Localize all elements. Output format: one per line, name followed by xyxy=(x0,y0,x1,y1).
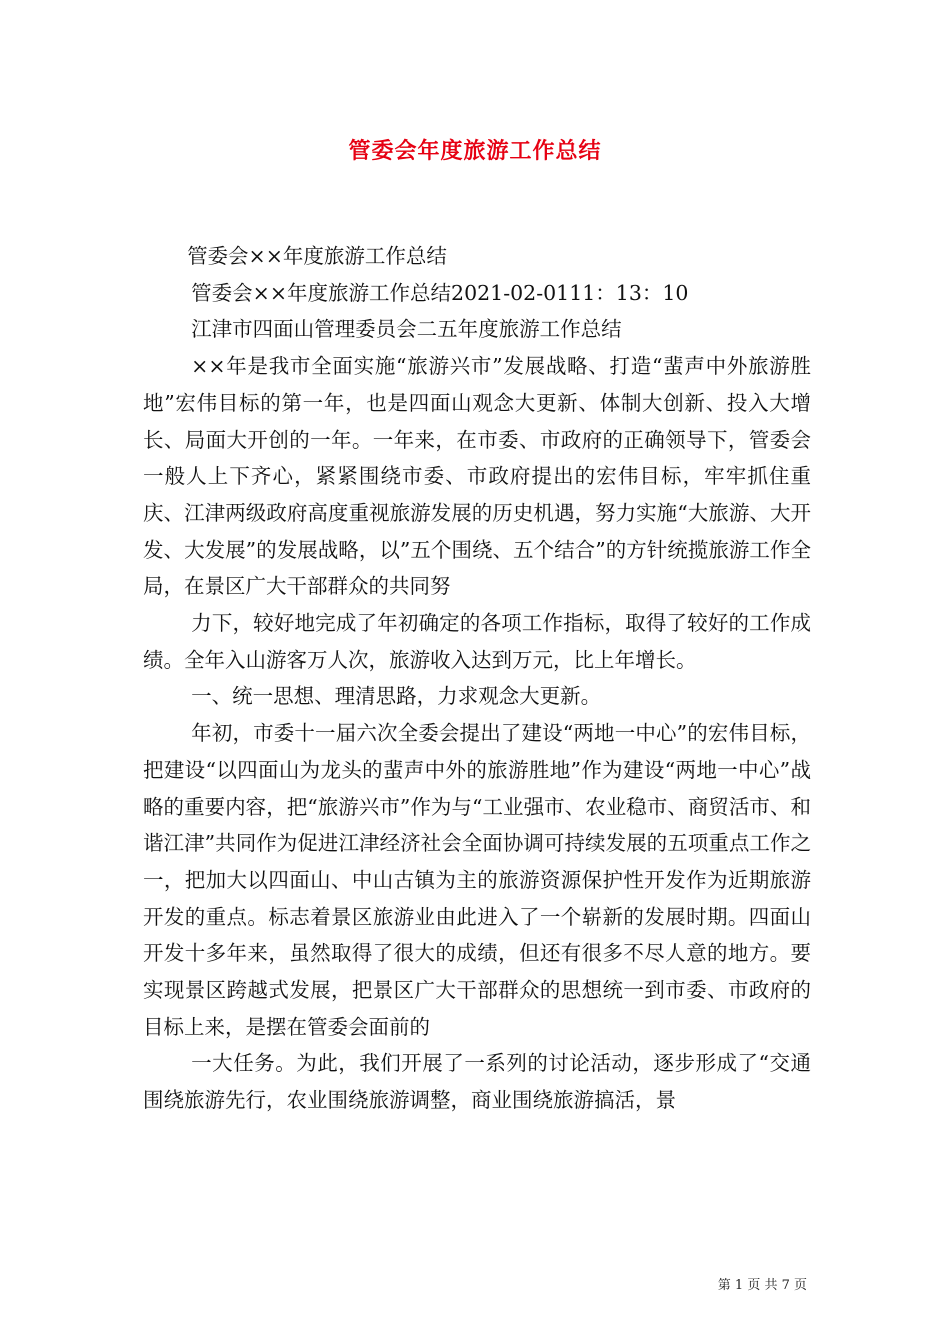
paragraph-body: 一大任务。为此，我们开展了一系列的讨论活动，逐步形成了“交通围绕旅游先行，农业围绕旅游调整，商业围绕旅游搞活，景 xyxy=(143,1051,811,1113)
paragraph-heading-timestamp: 管委会××年度旅游工作总结2021-02-0111：13：10 xyxy=(191,280,689,305)
document-body xyxy=(143,238,811,1119)
page-number: 第 1 页 共 7 页 xyxy=(717,1278,807,1293)
paragraph-body: 年初，市委十一届六次全委会提出了建设“两地一中心”的宏伟目标，把建设“以四面山为龙头的蜚声中外的旅游胜地”作为建设“两地一中心”战略的重要内容，把“旅游兴市”作为与“工业强市、农业稳市、商贸活市、和谐江津”共同作为促进江津经济社会全面协调可持续发展的五项重点工作之一，把加大以四面山、中山古镇为主的旅游资源保护性开发作为近期旅游开发的重点。标志着景区旅游业由此进入了一个崭新的发展时期。四面山开发十多年来，虽然取得了很大的成绩，但还有很多不尽人意的地方。要实现景区跨越式发展，把景区广大干部群众的思想统一到市委、市政府的目标上来，是摆在管委会面前的 xyxy=(143,721,811,1039)
paragraph-body: 力下，较好地完成了年初确定的各项工作指标，取得了较好的工作成绩。全年入山游客万人次，旅游收入达到万元，比上年增长。 xyxy=(143,611,811,672)
paragraph-report-title: 江津市四面山管理委员会二五年度旅游工作总结 xyxy=(191,317,622,342)
paragraph-body: ××年是我市全面实施“旅游兴市”发展战略、打造“蜚声中外旅游胜地”宏伟目标的第一年，也是四面山观念大更新、体制大创新、投入大增长、局面大开创的一年。一年来，在市委、市政府的正确领导下，管委会一般人上下齐心，紧紧围绕市委、市政府提出的宏伟目标，牢牢抓住重庆、江津两级政府高度重视旅游发展的历史机遇，努力实施“大旅游、大开发、大发展”的发展战略，以”五个围绕、五个结合”的方针统揽旅游工作全局，在景区广大干部群众的共同努 xyxy=(143,354,811,599)
paragraph-subtitle: 管委会××年度旅游工作总结 xyxy=(187,244,447,268)
paragraph-section-heading: 一、统一思想、理清思路，力求观念大更新。 xyxy=(191,684,602,709)
page-title: 管委会年度旅游工作总结 xyxy=(348,138,602,164)
